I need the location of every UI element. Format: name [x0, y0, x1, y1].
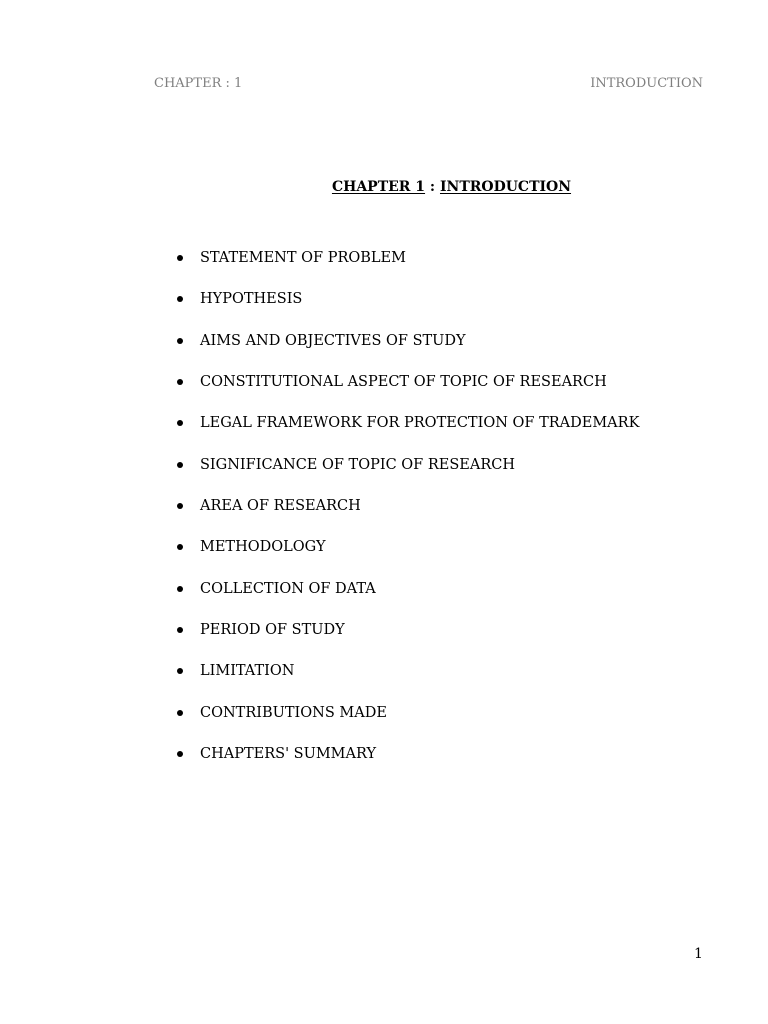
bullet-icon: [177, 586, 183, 592]
header-chapter-label: CHAPTER : 1: [154, 75, 243, 91]
list-item-label: PERIOD OF STUDY: [200, 621, 345, 638]
list-item-label: AIMS AND OBJECTIVES OF STUDY: [200, 332, 466, 349]
list-item-label: SIGNIFICANCE OF TOPIC OF RESEARCH: [200, 456, 515, 473]
page-number: 1: [694, 946, 703, 962]
bullet-icon: [177, 296, 183, 302]
chapter-heading-title: INTRODUCTION: [439, 179, 572, 195]
list-item-label: CHAPTERS' SUMMARY: [200, 745, 377, 762]
bullet-icon: [177, 420, 183, 426]
bullet-icon: [177, 379, 183, 385]
chapter-heading: [0, 179, 768, 195]
list-item-label: COLLECTION OF DATA: [200, 580, 376, 597]
list-item-label: CONSTITUTIONAL ASPECT OF TOPIC OF RESEARCH: [200, 373, 607, 390]
chapter-heading-number: CHAPTER 1: [331, 179, 426, 195]
bullet-icon: [177, 751, 183, 757]
running-header: [154, 74, 703, 92]
bullet-icon: [177, 503, 183, 509]
list-item-label: AREA OF RESEARCH: [200, 497, 361, 514]
bullet-icon: [177, 338, 183, 344]
bullet-icon: [177, 255, 183, 261]
bullet-icon: [177, 627, 183, 633]
bullet-icon: [177, 544, 183, 550]
header-section-label: INTRODUCTION: [590, 75, 703, 91]
list-item-label: METHODOLOGY: [200, 539, 326, 556]
list-item-label: CONTRIBUTIONS MADE: [200, 704, 387, 721]
list-item-label: HYPOTHESIS: [200, 291, 303, 308]
bullet-icon: [177, 710, 183, 716]
bullet-icon: [177, 462, 183, 468]
list-item-label: LEGAL FRAMEWORK FOR PROTECTION OF TRADEMARK: [200, 415, 640, 432]
bullet-icon: [177, 668, 183, 674]
list-item-label: LIMITATION: [200, 663, 295, 680]
list-item-label: STATEMENT OF PROBLEM: [200, 250, 406, 266]
chapter-heading-separator: :: [425, 179, 440, 195]
